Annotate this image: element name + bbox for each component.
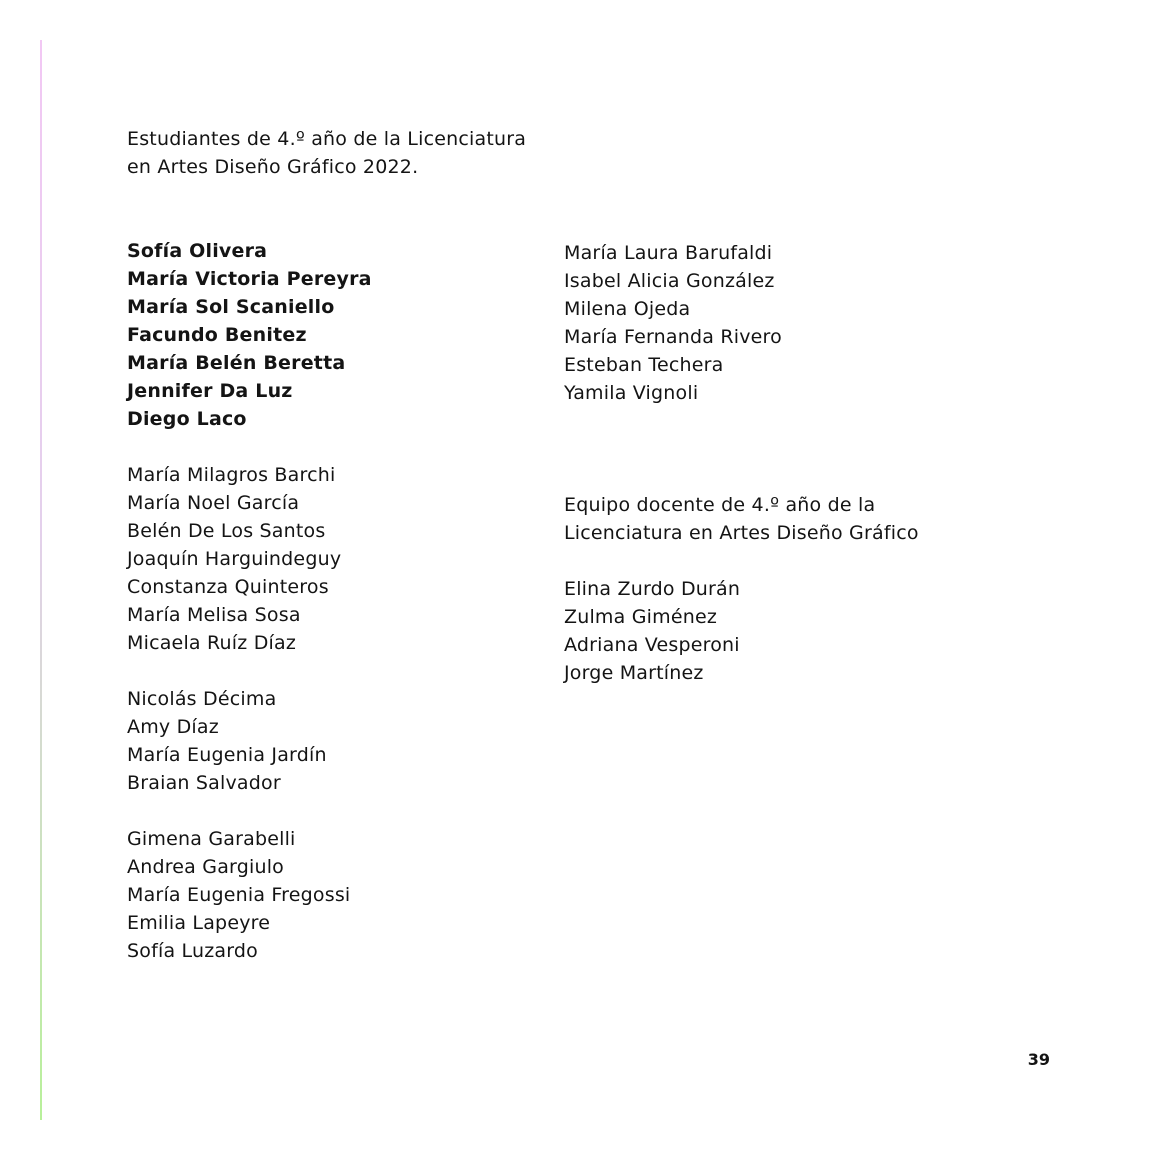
- student-name: María Fernanda Rivero: [564, 326, 782, 348]
- student-name: Belén De Los Santos: [127, 520, 326, 542]
- intro-line: Estudiantes de 4.º año de la Licenciatura: [127, 128, 527, 150]
- student-name: María Sol Scaniello: [127, 296, 335, 318]
- student-name: Nicolás Décima: [127, 688, 277, 710]
- student-name: María Milagros Barchi: [127, 464, 336, 486]
- team-heading-line: Equipo docente de 4.º año de la: [564, 494, 876, 516]
- team-heading-line: Licenciatura en Artes Diseño Gráfico: [564, 522, 919, 544]
- teaching-team-list: [564, 575, 740, 687]
- student-name: Facundo Benitez: [127, 324, 307, 346]
- team-member-name: Elina Zurdo Durán: [564, 578, 741, 600]
- student-name: Milena Ojeda: [564, 298, 691, 320]
- students-list-right: [564, 239, 782, 407]
- student-name: María Melisa Sosa: [127, 604, 301, 626]
- lead-students-list: [127, 237, 372, 433]
- students-list-3: [127, 685, 327, 797]
- student-name: Sofía Olivera: [127, 240, 268, 262]
- student-name: María Noel García: [127, 492, 300, 514]
- student-name: Sofía Luzardo: [127, 940, 259, 962]
- student-name: Amy Díaz: [127, 716, 219, 738]
- student-name: Andrea Gargiulo: [127, 856, 284, 878]
- student-name: María Belén Beretta: [127, 352, 346, 374]
- student-name: Yamila Vignoli: [564, 382, 699, 404]
- intro-text: [127, 125, 526, 181]
- student-name: María Eugenia Fregossi: [127, 884, 351, 906]
- team-member-name: Zulma Giménez: [564, 606, 718, 628]
- student-name: Gimena Garabelli: [127, 828, 296, 850]
- student-name: Emilia Lapeyre: [127, 912, 271, 934]
- teaching-team-heading: [564, 491, 919, 547]
- student-name: Braian Salvador: [127, 772, 281, 794]
- team-member-name: Jorge Martínez: [564, 662, 704, 684]
- team-member-name: Adriana Vesperoni: [564, 634, 740, 656]
- page-margin-rule: [40, 40, 42, 1120]
- page-number: 39: [1027, 1050, 1050, 1069]
- student-name: Micaela Ruíz Díaz: [127, 632, 297, 654]
- student-name: Joaquín Harguindeguy: [127, 548, 342, 570]
- student-name: María Eugenia Jardín: [127, 744, 327, 766]
- student-name: María Laura Barufaldi: [564, 242, 773, 264]
- student-name: María Victoria Pereyra: [127, 268, 372, 290]
- student-name: Diego Laco: [127, 408, 247, 430]
- student-name: Esteban Techera: [564, 354, 724, 376]
- student-name: Isabel Alicia González: [564, 270, 775, 292]
- students-list-2: [127, 461, 341, 657]
- student-name: Jennifer Da Luz: [127, 380, 293, 402]
- intro-line: en Artes Diseño Gráfico 2022.: [127, 156, 419, 178]
- students-list-4: [127, 825, 350, 965]
- student-name: Constanza Quinteros: [127, 576, 329, 598]
